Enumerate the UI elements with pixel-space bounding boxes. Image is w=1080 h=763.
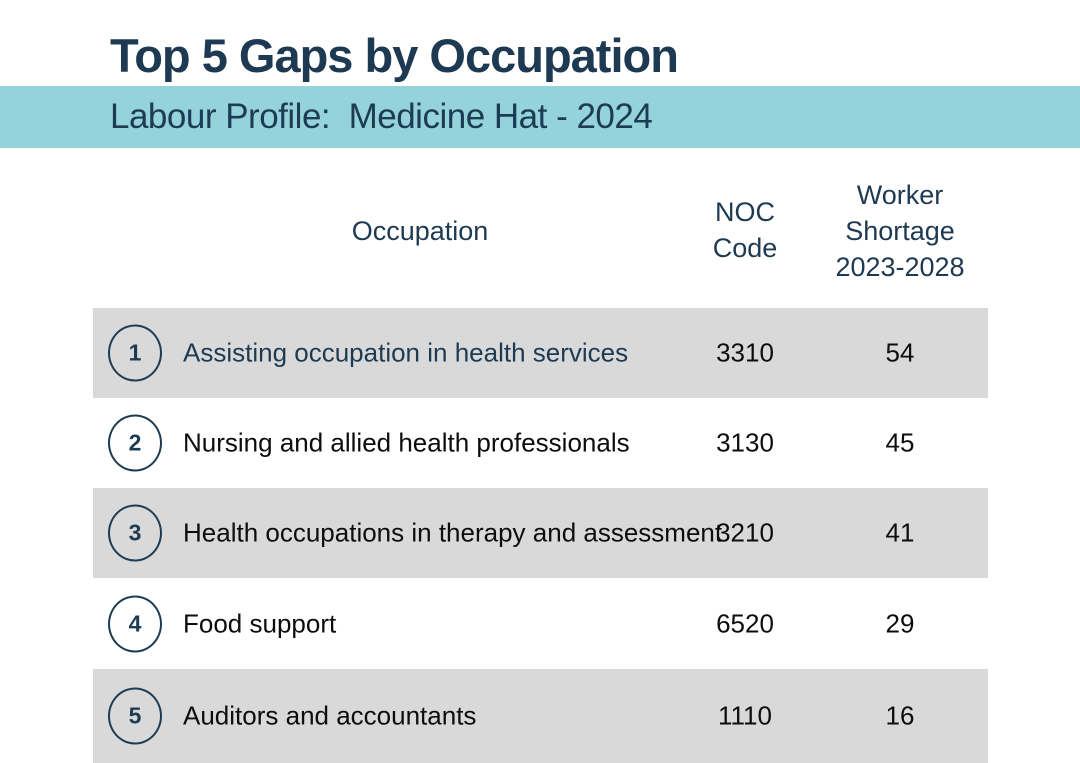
column-header-noc-code <box>695 194 795 266</box>
rank-badge <box>108 415 162 472</box>
rank-badge <box>108 688 162 745</box>
noc-code-cell: 1110 <box>718 700 772 731</box>
worker-shortage-cell: 54 <box>885 337 915 368</box>
table-row <box>93 578 988 669</box>
subtitle: Labour Profile: Medicine Hat - 2024 <box>110 97 653 136</box>
column-header-shortage-line: Worker <box>856 180 944 210</box>
column-header-noc-line: NOC <box>715 197 775 227</box>
rank-number: 1 <box>128 339 142 366</box>
occupation-cell: Nursing and allied health professionals <box>183 427 630 458</box>
table-row <box>93 669 988 763</box>
column-header-occupation: Occupation <box>351 216 489 246</box>
rank-badge <box>108 325 162 382</box>
worker-shortage-cell: 45 <box>885 427 915 458</box>
column-header-shortage-line: 2023-2028 <box>835 252 965 282</box>
subtitle-banner <box>0 86 1080 148</box>
occupation-cell: Health occupations in therapy and assessment <box>183 517 723 548</box>
worker-shortage-cell: 16 <box>885 700 915 731</box>
rank-badge <box>108 595 162 652</box>
rank-number: 2 <box>128 429 142 456</box>
table-row <box>93 308 988 398</box>
noc-code-cell: 3130 <box>716 427 774 458</box>
worker-shortage-cell: 41 <box>885 517 915 548</box>
occupation-cell: Food support <box>183 608 337 638</box>
rank-number: 5 <box>128 702 142 729</box>
rank-number: 3 <box>128 519 142 546</box>
worker-shortage-cell: 29 <box>885 608 915 638</box>
occupation-cell: Auditors and accountants <box>183 700 477 731</box>
noc-code-cell: 6520 <box>716 608 774 638</box>
table-row <box>93 398 988 488</box>
table-row <box>93 488 988 578</box>
noc-code-cell: 3310 <box>716 337 774 368</box>
rank-badge <box>108 505 162 562</box>
page-title: Top 5 Gaps by Occupation <box>110 29 678 82</box>
rank-number: 4 <box>128 610 142 636</box>
column-header-shortage-line: Shortage <box>845 216 955 246</box>
occupation-cell: Assisting occupation in health services <box>183 337 629 368</box>
column-header-worker-shortage <box>820 177 980 285</box>
column-header-noc-line: Code <box>712 233 778 263</box>
noc-code-cell: 3210 <box>716 517 774 548</box>
